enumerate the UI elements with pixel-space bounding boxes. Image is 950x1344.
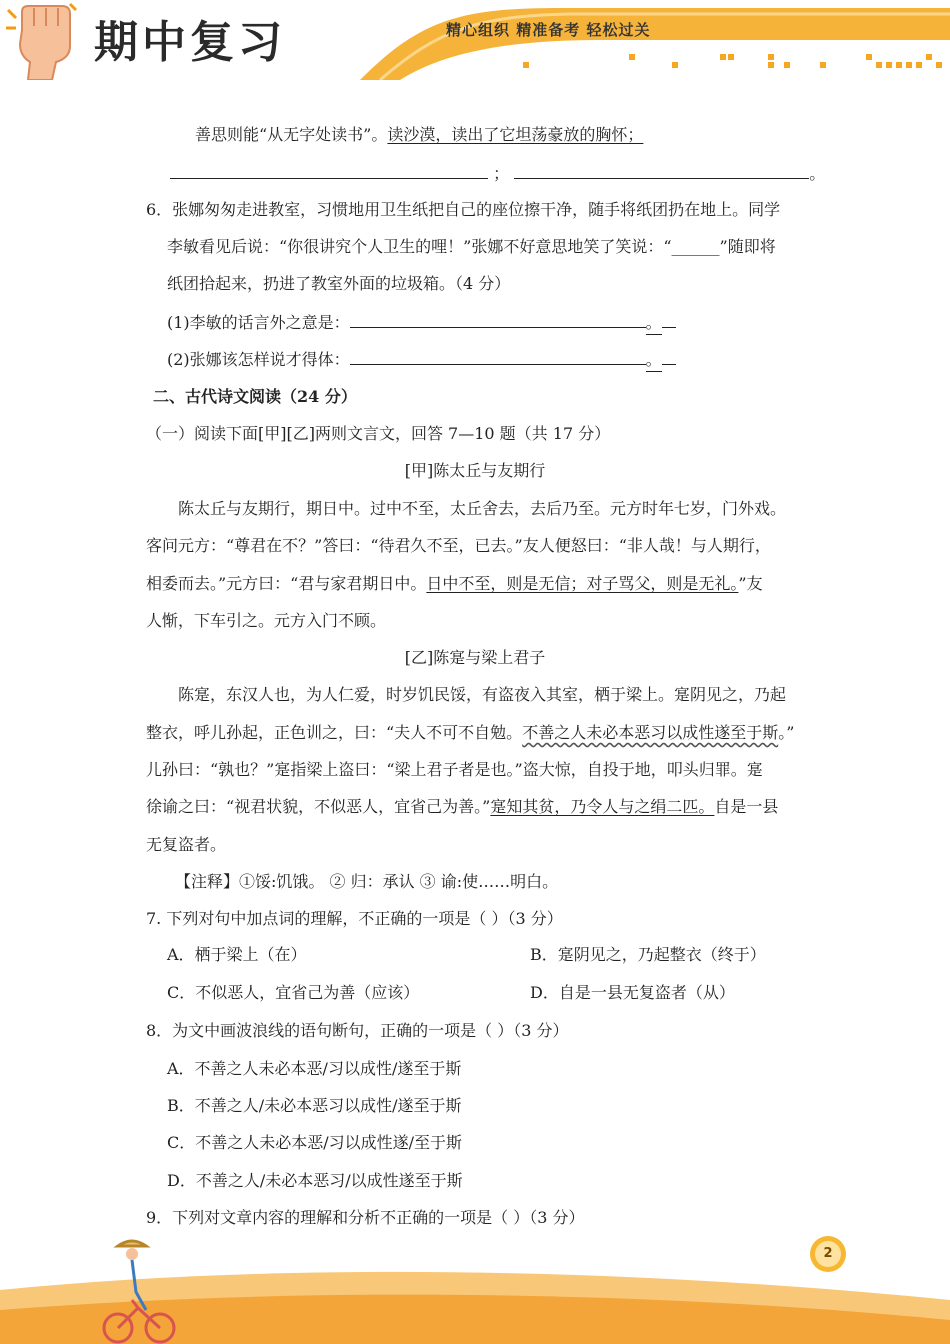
section5-answer-line: ； 。 [170,162,825,185]
answer-blank-2[interactable] [514,162,809,179]
yi-line1: 陈寔，东汉人也，为人仁爱，时岁饥民馁，有盗夜入其室，栖于梁上。寔阴见之，乃起 [178,685,787,704]
q6-line3: 纸团拾起来，扔进了教室外面的垃圾箱。（4 分） [167,274,511,293]
q8-stem: 8．为文中画波浪线的语句断句，正确的一项是（ ）（3 分） [146,1021,569,1040]
page-footer [0,1230,950,1344]
q6-line2: 李敏看见后说：“你很讲究个人卫生的哩！”张娜不好意思地笑了笑说：“______”随即将 [167,237,776,256]
jia-title: [甲]陈太丘与友期行 [404,461,546,480]
q6-sub2: (2)张娜该怎样说才得体： 。 [167,348,676,372]
header-title: 期中复习 [94,17,286,68]
q6-sub1: (1)李敏的话言外之意是： 。 [167,311,676,335]
page-header [0,0,950,80]
q8-option-a[interactable]: A．不善之人未必本恶/习以成性/遂至于斯 [167,1059,462,1078]
jia-line2: 客问元方：“尊君在不？”答曰：“待君久不至，已去。”友人便怒曰：“非人哉！与人期行， [146,536,771,555]
yi-line5: 无复盗者。 [146,835,227,854]
section5-line1: 善思则能“从无字处读书”。读沙漠，读出了它坦荡豪放的胸怀； [195,125,644,144]
q8-option-c[interactable]: C．不善之人未必本恶/习以成性遂/至于斯 [167,1133,463,1152]
yi-line2: 整衣，呼儿孙起，正色训之，曰：“夫人不可不自勉。不善之人未必本恶习以成性遂至于斯。” [146,723,795,742]
yi-underlined-sentence: 寔知其贫，乃令人与之绢二匹。 [490,797,715,816]
jia-line1: 陈太丘与友期行，期日中。过中不至，太丘舍去，去后乃至。元方时年七岁，门外戏。 [178,499,787,518]
jia-line4: 人惭，下车引之。元方入门不顾。 [146,611,387,630]
q8-option-b[interactable]: B．不善之人/未必本恶习以成性/遂至于斯 [167,1096,462,1115]
yi-wavy-sentence: 不善之人未必本恶习以成性遂至于斯 [522,723,779,742]
q7-option-a[interactable]: A．栖于梁上（在） [167,945,307,964]
q7-option-c[interactable]: C．不似恶人，宜省己为善（应该） [167,983,420,1002]
yi-line3: 儿孙曰：“孰也？”寔指梁上盗曰：“梁上君子者是也。”盗大惊，自投于地，叩头归罪。寔 [146,760,763,779]
header-slogan: 精心组织 精准备考 轻松过关 [446,21,651,39]
q7-option-d[interactable]: D．自是一县无复盗者（从） [530,983,735,1002]
yi-line4: 徐谕之曰：“视君状貌，不似恶人，宜省己为善。”寔知其贫，乃令人与之绢二匹。自是一县 [146,797,779,816]
yi-title: [乙]陈寔与梁上君子 [404,648,546,667]
footer-banner-graphic [0,1230,950,1344]
answer-blank-1[interactable] [170,162,488,179]
q9-stem: 9．下列对文章内容的理解和分析不正确的一项是（ ）（3 分） [146,1208,585,1227]
q6-sub1-answer[interactable] [350,311,646,328]
q7-stem: 7. 下列对句中加点词的理解，不正确的一项是（ ）（3 分） [146,909,563,928]
q6-line1: 6．张娜匆匆走进教室，习惯地用卫生纸把自己的座位擦干净，随手将纸团扔在地上。同学 [146,200,781,219]
part1-intro: （一）阅读下面[甲][乙]两则文言文，回答 7—10 题（共 17 分） [146,424,611,443]
jia-underlined-sentence: 日中不至，则是无信；对子骂父，则是无礼。 [426,574,739,593]
q7-option-b[interactable]: B．寔阴见之，乃起整衣（终于） [530,945,766,964]
fist-icon [6,4,76,80]
section2-title: 二、古代诗文阅读（24 分） [153,387,357,406]
q6-sub2-answer[interactable] [350,348,646,365]
page-number: 2 [823,1246,833,1261]
jia-line3: 相委而去。”元方曰：“君与家君期日中。日中不至，则是无信；对子骂父，则是无礼。”友 [146,574,763,593]
notes: 【注释】①馁:饥饿。 ② 归：承认 ③ 谕:使……明白。 [175,872,559,891]
q8-option-d[interactable]: D．不善之人/未必本恶习/以成性遂至于斯 [167,1171,463,1190]
